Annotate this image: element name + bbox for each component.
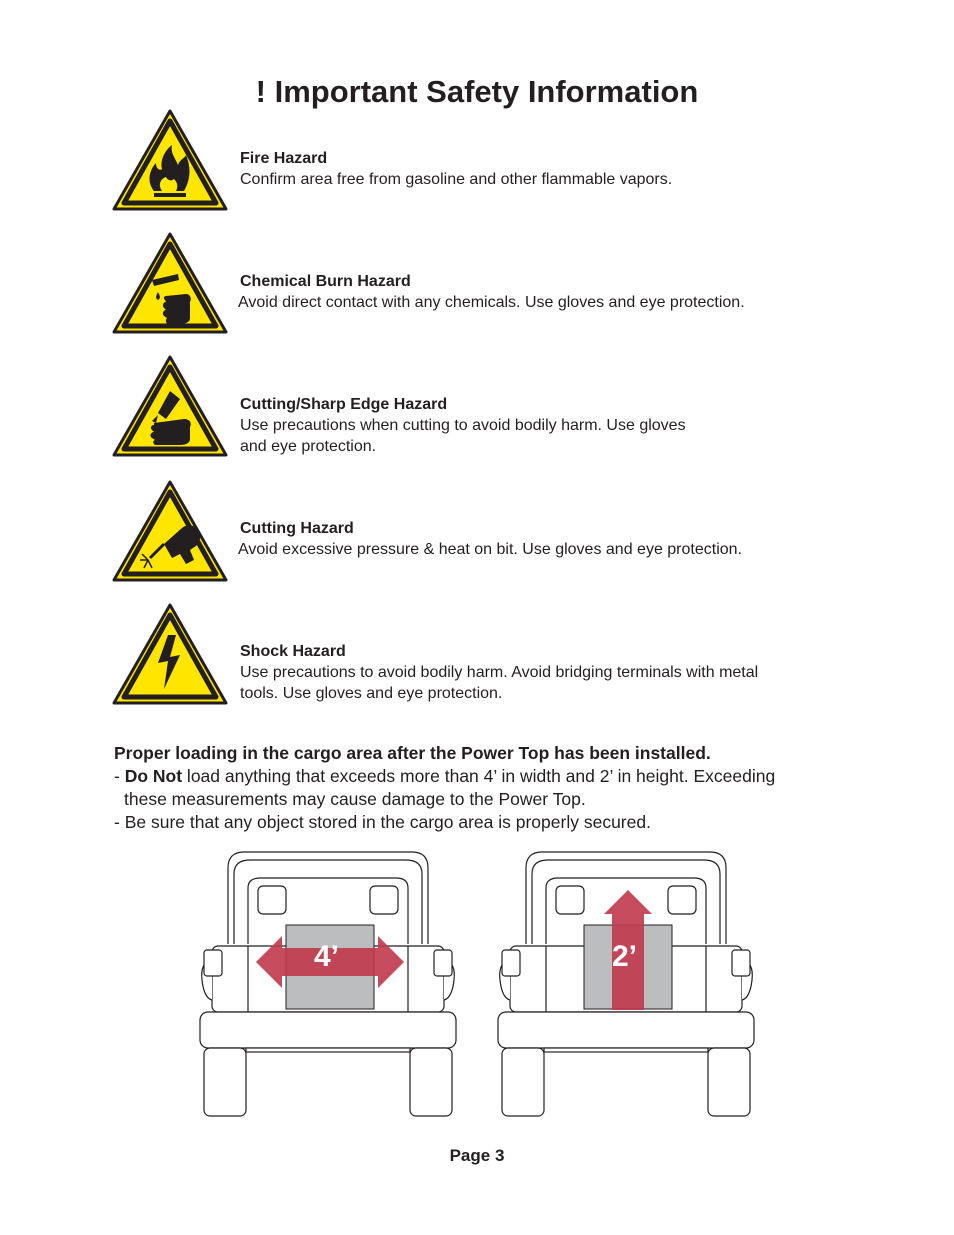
drill-cutting-hazard-icon — [110, 478, 230, 584]
cutting-sharp-edge-hazard-icon — [110, 353, 230, 459]
list-dash: - — [114, 766, 125, 786]
do-not-label: Do Not — [124, 766, 183, 786]
hazard-chemical-burn — [240, 271, 840, 313]
fire-hazard-icon — [110, 107, 230, 213]
hazard-description: Avoid excessive pressure & heat on bit. Use gloves and eye protection. — [238, 541, 742, 558]
electric-shock-hazard-icon — [110, 601, 230, 707]
hazard-shock — [240, 641, 840, 704]
hazard-title: Chemical Burn Hazard — [240, 273, 411, 290]
hazard-description: Use precautions to avoid bodily harm. Avoid bridging terminals with metal tools. Use gloves and eye protection. — [240, 664, 759, 702]
hazard-cutting — [240, 518, 840, 560]
chemical-burn-hazard-icon — [110, 230, 230, 336]
hazard-title: Shock Hazard — [240, 643, 346, 660]
width-label: 4’ — [314, 940, 340, 973]
page-title: ! Important Safety Information — [255, 74, 699, 109]
hazard-cutting-sharp-edge — [240, 394, 840, 457]
hazard-title: Cutting Hazard — [240, 520, 354, 537]
hazard-fire — [240, 148, 840, 190]
hazard-description: Use precautions when cutting to avoid bodily harm. Use gloves and eye protection. — [240, 417, 686, 455]
loading-heading: Proper loading in the cargo area after the Power Top has been installed. — [114, 743, 711, 763]
loading-item-continuation: these measurements may cause damage to the Power Top. — [124, 789, 586, 809]
hazard-title: Cutting/Sharp Edge Hazard — [240, 396, 448, 413]
hazard-title: Fire Hazard — [240, 150, 328, 167]
loading-item-dimensions — [114, 765, 854, 788]
hazard-description: Confirm area free from gasoline and other flammable vapors. — [240, 171, 673, 188]
hazard-description: Avoid direct contact with any chemicals. Use gloves and eye protection. — [238, 294, 745, 311]
cargo-width-diagram — [198, 848, 458, 1120]
height-label: 2’ — [612, 940, 638, 973]
cargo-height-diagram — [496, 848, 756, 1120]
page-number: Page 3 — [449, 1146, 505, 1165]
loading-item-secured: - Be sure that any object stored in the cargo area is properly secured. — [114, 812, 651, 832]
loading-instructions — [114, 742, 854, 834]
loading-item-text: load anything that exceeds more than 4’ in width and 2’ in height. Exceeding — [182, 766, 776, 786]
